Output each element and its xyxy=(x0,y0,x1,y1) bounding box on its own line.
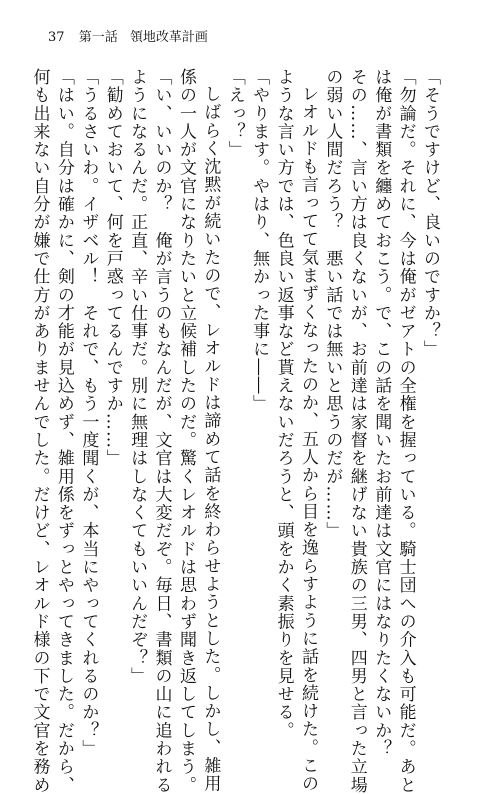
text-line: 「えっ？」 xyxy=(224,68,245,159)
text-line: の弱い人間だろう？ 悪い話では無いと思うのだが……」 xyxy=(322,68,343,540)
text-line: 「勿論だ。それに、今は俺がゼアトの全権を握っている。騎士団への介入も可能だ。あと xyxy=(395,68,416,794)
text-line: ような言い方では、色良い返事など貰えないだろうと、頭をかく素振りを見せる。 xyxy=(273,68,294,740)
text-line: 「はい。自分は確かに、剣の才能が見込めず、雑用係をずっとやってきました。だから、 xyxy=(53,68,74,794)
text-line: 「うるさいわ。イザベル！ それで、もう一度聞くが、本当にやってくれるのか？」 xyxy=(78,68,99,758)
text-line: しばらく沈黙が続いたので、レオルドは諦めて話を終わらせようとした。しかし、雑用 xyxy=(200,85,221,793)
text-line: 「そうですけど、良いのですか？」 xyxy=(420,68,440,359)
text-line: 何も出来ない自分が嫌で仕方がありませんでした。だけど、レオルド様の下で文官を務め xyxy=(29,68,50,794)
chapter-title: 領地改革計画 xyxy=(129,30,208,45)
running-header xyxy=(48,30,208,46)
text-line: 「い、いいのか？ 俺が言うのもなんだが、文官は大変だぞ。毎日、書類の山に追われる xyxy=(151,68,172,794)
text-line: その……、言い方は良くないが、お前達は家督を継げない貴族の三男、四男と言った立場 xyxy=(346,68,367,794)
page-number: 37 xyxy=(48,30,65,45)
text-line: レオルドも言ってて気まずくなったのか、五人から目を逸らすように話を続けた。この xyxy=(297,85,318,793)
vertical-body-text xyxy=(29,68,442,794)
text-line: 「やります。やはり、無かった事に――」 xyxy=(249,68,270,413)
episode-label: 第一話 xyxy=(78,30,118,45)
text-line: 係の一人が文官になりたいと立候補したのだ。驚くレオルドは思わず聞き返してしまう。 xyxy=(175,68,196,794)
text-line: ようになるんだ。正直、辛い仕事だ。別に無理はしなくてもいいんだぞ？」 xyxy=(127,68,148,686)
text-line: は俺が書類を纏めておこう。で、この話を聞いたお前達は文官にはなりたくないか？ xyxy=(371,68,392,758)
text-line: 「勧めておいて、何を戸惑ってるんですか……」 xyxy=(102,68,123,468)
